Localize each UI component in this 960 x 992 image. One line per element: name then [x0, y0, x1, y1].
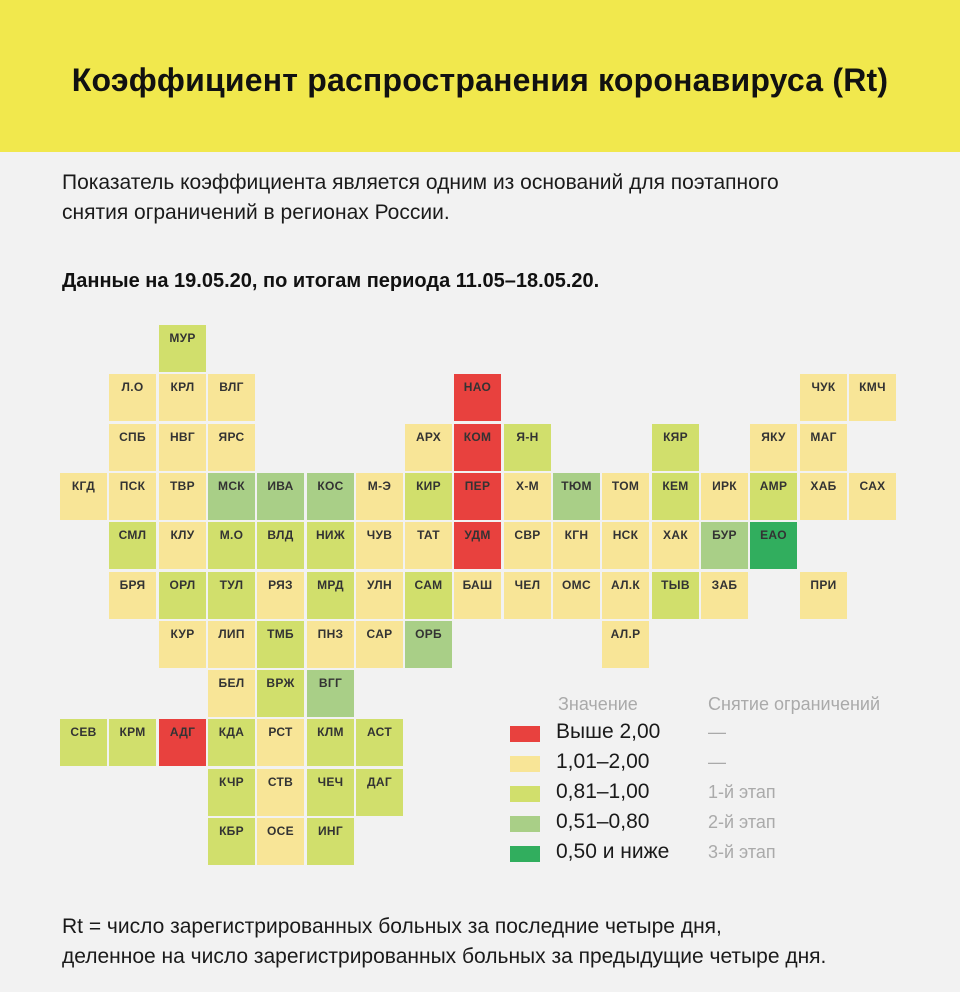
region-tile-50: РЯЗ	[257, 572, 304, 619]
region-tile-38: ЧУВ	[356, 522, 403, 569]
region-tile-8: НВГ	[159, 424, 206, 471]
region-tile-26: ТЮМ	[553, 473, 600, 520]
region-tile-41: СВР	[504, 522, 551, 569]
region-tile-55: ЧЕЛ	[504, 572, 551, 619]
region-tile-28: КЕМ	[652, 473, 699, 520]
region-tile-77: АСТ	[356, 719, 403, 766]
region-tile-83: ОСЕ	[257, 818, 304, 865]
region-tile-66: ОРБ	[405, 621, 452, 668]
legend-stage: —	[708, 752, 726, 772]
region-tile-33: СМЛ	[109, 522, 156, 569]
region-tile-54: БАШ	[454, 572, 501, 619]
legend-stage: 2-й этап	[708, 812, 776, 832]
region-tile-11: КОМ	[454, 424, 501, 471]
region-tile-70: ВГГ	[307, 670, 354, 717]
legend-value: 0,50 и ниже	[556, 840, 670, 863]
region-tile-75: РСТ	[257, 719, 304, 766]
region-tile-0: МУР	[159, 325, 206, 372]
region-tile-15: МАГ	[800, 424, 847, 471]
region-tile-27: ТОМ	[602, 473, 649, 520]
region-tile-31: ХАБ	[800, 473, 847, 520]
region-tile-10: АРХ	[405, 424, 452, 471]
footnote-line-1: Rt = число зарегистрированных больных за последние четыре дня,	[62, 915, 722, 938]
rt-formula-footnote	[62, 912, 942, 972]
region-tile-9: ЯРС	[208, 424, 255, 471]
legend-value: Выше 2,00	[556, 720, 661, 743]
data-date-subtitle: Данные на 19.05.20, по итогам периода 11.05–18.05.20.	[62, 270, 600, 292]
legend-stage: 3-й этап	[708, 842, 776, 862]
region-tile-72: КРМ	[109, 719, 156, 766]
region-tile-56: ОМС	[553, 572, 600, 619]
region-tile-7: СПБ	[109, 424, 156, 471]
region-tile-78: КЧР	[208, 769, 255, 816]
region-tile-16: КГД	[60, 473, 107, 520]
region-tile-47: БРЯ	[109, 572, 156, 619]
region-tile-60: ПРИ	[800, 572, 847, 619]
region-tile-67: АЛ.Р	[602, 621, 649, 668]
region-tile-51: МРД	[307, 572, 354, 619]
region-tile-19: МСК	[208, 473, 255, 520]
legend-swatch	[510, 786, 540, 802]
region-tile-49: ТУЛ	[208, 572, 255, 619]
region-tile-82: КБР	[208, 818, 255, 865]
region-tile-58: ТЫВ	[652, 572, 699, 619]
region-tile-52: УЛН	[356, 572, 403, 619]
region-tile-79: СТВ	[257, 769, 304, 816]
region-tile-63: ТМБ	[257, 621, 304, 668]
region-tile-21: КОС	[307, 473, 354, 520]
legend-swatch	[510, 846, 540, 862]
region-tile-30: АМР	[750, 473, 797, 520]
legend-header-value: Значение	[558, 694, 638, 714]
region-tile-34: КЛУ	[159, 522, 206, 569]
region-tile-43: НСК	[602, 522, 649, 569]
region-tile-68: БЕЛ	[208, 670, 255, 717]
region-tile-25: Х-М	[504, 473, 551, 520]
region-tile-64: ПНЗ	[307, 621, 354, 668]
region-tile-59: ЗАБ	[701, 572, 748, 619]
region-tile-71: СЕВ	[60, 719, 107, 766]
region-tile-73: АДГ	[159, 719, 206, 766]
intro-line-2: снятия ограничений в регионах России.	[62, 201, 450, 224]
region-tile-37: НИЖ	[307, 522, 354, 569]
page-title: Коэффициент распространения коронавируса (Rt)	[71, 62, 889, 98]
region-tile-76: КЛМ	[307, 719, 354, 766]
region-tile-24: ПЕР	[454, 473, 501, 520]
region-tile-44: ХАК	[652, 522, 699, 569]
region-tile-36: ВЛД	[257, 522, 304, 569]
legend-header-stage: Снятие ограничений	[708, 694, 881, 714]
region-tile-48: ОРЛ	[159, 572, 206, 619]
region-tile-23: КИР	[405, 473, 452, 520]
region-tile-32: САХ	[849, 473, 896, 520]
footnote-line-2: деленное на число зарегистрированных больных за предыдущие четыре дня.	[62, 945, 827, 968]
region-tile-46: ЕАО	[750, 522, 797, 569]
legend-swatch	[510, 816, 540, 832]
region-tile-2: КРЛ	[159, 374, 206, 421]
region-tile-17: ПСК	[109, 473, 156, 520]
region-tile-53: САМ	[405, 572, 452, 619]
legend-value: 0,81–1,00	[556, 780, 650, 803]
legend-value: 0,51–0,80	[556, 810, 650, 833]
region-tile-18: ТВР	[159, 473, 206, 520]
region-tile-12: Я-Н	[504, 424, 551, 471]
region-tile-6: КМЧ	[849, 374, 896, 421]
region-tile-39: ТАТ	[405, 522, 452, 569]
legend-stage: 1-й этап	[708, 782, 776, 802]
region-tile-20: ИВА	[257, 473, 304, 520]
region-tile-22: М-Э	[356, 473, 403, 520]
region-tile-35: М.О	[208, 522, 255, 569]
region-tile-81: ДАГ	[356, 769, 403, 816]
region-tile-45: БУР	[701, 522, 748, 569]
legend-swatch	[510, 756, 540, 772]
region-tile-69: ВРЖ	[257, 670, 304, 717]
legend-value: 1,01–2,00	[556, 750, 650, 773]
intro-line-1: Показатель коэффициента является одним из оснований для поэтапного	[62, 171, 779, 194]
region-tile-14: ЯКУ	[750, 424, 797, 471]
region-tile-13: КЯР	[652, 424, 699, 471]
region-tile-4: НАО	[454, 374, 501, 421]
region-tile-40: УДМ	[454, 522, 501, 569]
region-tile-62: ЛИП	[208, 621, 255, 668]
region-tile-65: САР	[356, 621, 403, 668]
region-tile-29: ИРК	[701, 473, 748, 520]
region-tile-5: ЧУК	[800, 374, 847, 421]
region-tile-57: АЛ.К	[602, 572, 649, 619]
legend-swatch	[510, 726, 540, 742]
legend-stage: —	[708, 722, 726, 742]
region-tile-61: КУР	[159, 621, 206, 668]
region-tile-1: Л.О	[109, 374, 156, 421]
region-tile-80: ЧЕЧ	[307, 769, 354, 816]
region-tile-74: КДА	[208, 719, 255, 766]
region-tile-42: КГН	[553, 522, 600, 569]
region-tile-3: ВЛГ	[208, 374, 255, 421]
region-tile-84: ИНГ	[307, 818, 354, 865]
